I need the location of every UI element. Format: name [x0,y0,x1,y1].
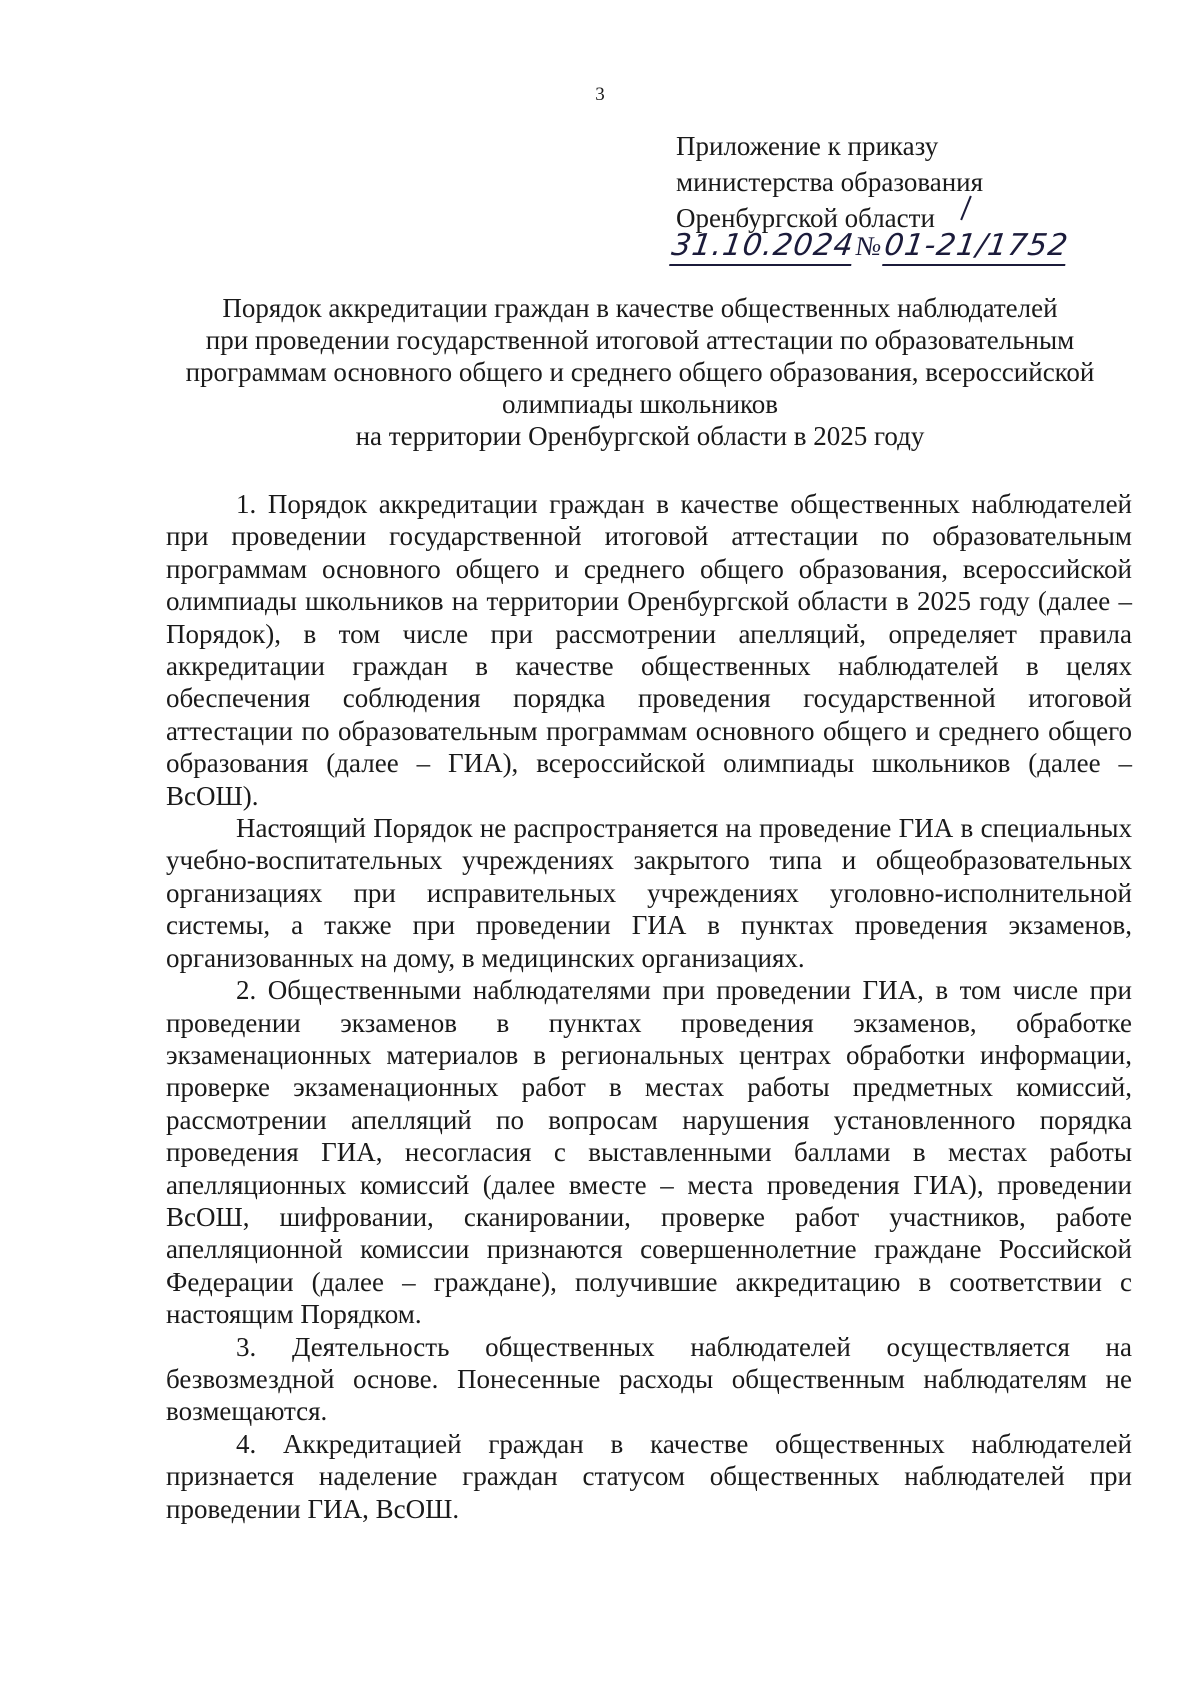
appendix-line-1: Приложение к приказу [676,131,939,161]
title-line-2: при проведении государственной итоговой аттестации по образовательным [205,325,1075,355]
paragraph-5: 4. Аккредитацией граждан в качестве общественных наблюдателей признается наделение граждан статусом общественных наблюдателей при проведении ГИА, ВсОШ. [166,1428,1132,1524]
title-line-1: Порядок аккредитации граждан в качестве общественных наблюдателей [222,293,1058,323]
number-sign: № [853,231,885,261]
document-body [166,488,1132,1525]
appendix-line-3: Оренбургской области [676,203,935,233]
order-number: 01-21/1752 [882,228,1071,266]
order-date: 31.10.2024 [669,228,856,266]
paragraph-2: Настоящий Порядок не распространяется на проведение ГИА в специальных учебно-воспитательных учреждениях закрытого типа и общеобразовательных организациях при исправительных учреждениях уголовно-исполнительной системы, а также при проведении ГИА в пунктах проведения экзаменов, организованных на дому, в медицинских организациях. [166,813,1132,973]
title-line-5: на территории Оренбургской области в 2025 году [355,421,925,451]
title-line-4: олимпиады школьников [501,389,779,419]
document-title [150,292,1130,452]
title-line-3: программам основного общего и среднего общего образования, всероссийской [185,357,1095,387]
page-number: 3 [595,84,605,105]
paragraph-4: 3. Деятельность общественных наблюдателей осуществляется на безвозмездной основе. Понесенные расходы общественным наблюдателям не возмещаются. [166,1331,1132,1427]
appendix-line-2: министерства образования [676,167,984,197]
order-date-number [670,228,1071,263]
paragraph-3: 2. Общественными наблюдателями при проведении ГИА, в том числе при проведении экзаменов в пунктах проведения экзаменов, обработке экзаменационных материалов в региональных центрах обработки информации, проверке экзаменационных работ в местах работы предметных комиссий, рассмотрении апелляций по вопросам нарушения установленного порядка проведения ГИА, несогласия с выставленными баллами в местах работы апелляционных комиссий (далее вместе – места проведения ГИА), проведении ВсОШ, шифровании, сканировании, проверке работ участников, работе апелляционной комиссии признаются совершеннолетние граждане Российской Федерации (далее – граждане), получившие аккредитацию в соответствии с настоящим Порядком. [166,975,1132,1330]
appendix-header [676,128,983,236]
paragraph-1: 1. Порядок аккредитации граждан в качестве общественных наблюдателей при проведении государственной итоговой аттестации по образовательным программам основного общего и среднего общего образования, всероссийской олимпиады школьников на территории Оренбургской области в 2025 году (далее – Порядок), в том числе при рассмотрении апелляций, определяет правила аккредитации граждан в качестве общественных наблюдателей в целях обеспечения соблюдения порядка проведения государственной итоговой аттестации по образовательным программам основного общего и среднего общего образования (далее – ГИА), всероссийской олимпиады школьников (далее – ВсОШ). [166,489,1132,811]
